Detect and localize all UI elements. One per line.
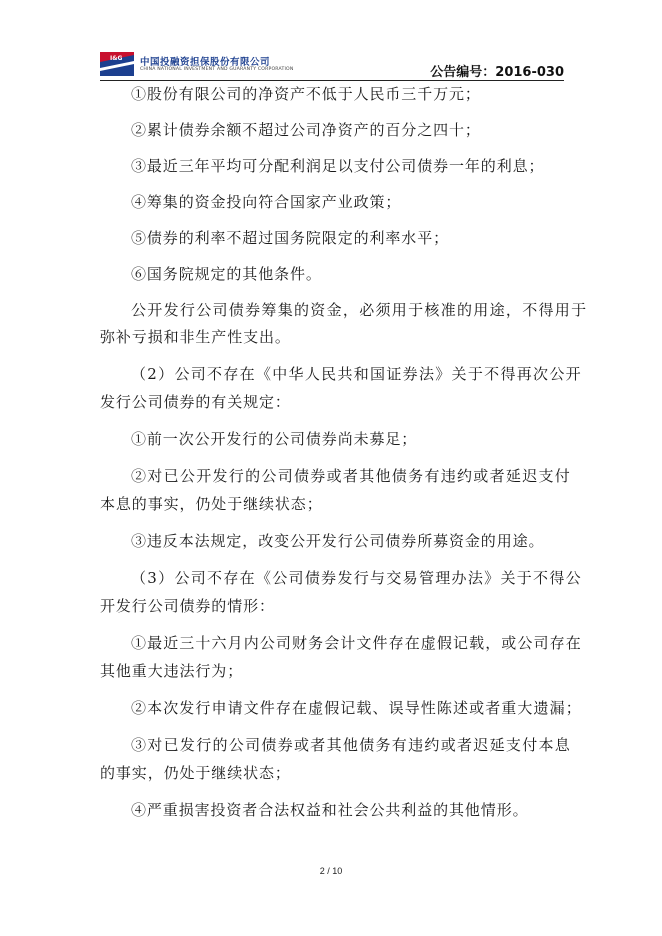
text-line: ①前一次公开发行的公司债券尚未募足；	[131, 430, 418, 448]
text-line: 公开发行公司债券筹集的资金，必须用于核准的用途，不得用于	[131, 301, 588, 319]
announcement-number: 公告编号：2016-030	[430, 65, 564, 80]
text-line: 本息的事实，仍处于继续状态；	[100, 495, 323, 513]
text-line: ④严重损害投资者合法权益和社会公共利益的其他情形。	[131, 801, 529, 819]
page-header	[100, 48, 564, 82]
text-line: ①最近三十六月内公司财务会计文件存在虚假记载，或公司存在	[131, 634, 582, 652]
page-number: 2 / 10	[319, 866, 343, 876]
text-line: ⑥国务院规定的其他条件。	[131, 265, 322, 283]
text-line: 开发行公司债券的情形：	[100, 597, 275, 615]
text-line: ③违反本法规定，改变公开发行公司债券所募资金的用途。	[131, 532, 545, 550]
text-line: （2）公司不存在《中华人民共和国证券法》关于不得再次公开	[131, 365, 582, 383]
text-line: ②累计债券余额不超过公司净资产的百分之四十；	[131, 121, 481, 139]
text-line: ④筹集的资金投向符合国家产业政策；	[131, 193, 402, 211]
text-line: ⑤债券的利率不超过国务院限定的利率水平；	[131, 229, 450, 247]
text-line: （3）公司不存在《公司债券发行与交易管理办法》关于不得公	[131, 569, 582, 587]
text-line: 其他重大违法行为；	[100, 662, 244, 680]
company-name-cn: 中国投融资担保股份有限公司	[140, 57, 271, 68]
text-line: ③对已发行的公司债券或者其他债务有违约或者迟延支付本息	[131, 736, 572, 754]
text-line: 的事实，仍处于继续状态；	[100, 764, 291, 782]
text-line: ③最近三年平均可分配利润足以支付公司债券一年的利息；	[131, 157, 545, 175]
text-line: ②对已公开发行的公司债券或者其他债务有违约或者延迟支付	[131, 467, 572, 485]
logo-text: I&G	[110, 55, 123, 62]
company-logo-icon	[100, 52, 134, 76]
text-line: 弥补亏损和非生产性支出。	[100, 328, 291, 346]
text-line: ②本次发行申请文件存在虚假记载、误导性陈述或者重大遗漏；	[131, 699, 582, 717]
company-name-en: CHINA NATIONAL INVESTMENT AND GUARANTY CORPORATION	[140, 67, 294, 72]
text-line: ①股份有限公司的净资产不低于人民币三千万元；	[131, 85, 481, 103]
header-divider	[100, 80, 564, 81]
text-line: 发行公司债券的有关规定：	[100, 393, 291, 411]
